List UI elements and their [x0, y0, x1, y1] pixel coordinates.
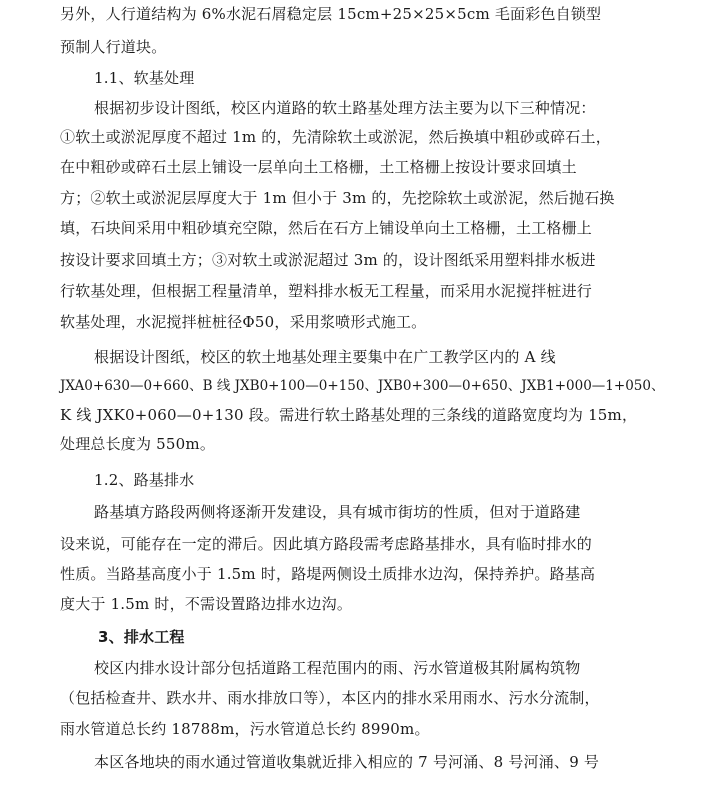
section-heading: 1.2、路基排水	[94, 471, 195, 489]
body-text-line: 根据设计图纸，校区的软土地基处理主要集中在广工教学区内的 A 线	[94, 348, 556, 366]
body-text-line: JXA0+630—0+660、B 线 JXB0+100—0+150、JXB0+300—0+650、JXB1+000—1+050、	[60, 378, 665, 394]
body-text-line: （包括检查井、跌水井、雨水排放口等），本区内的排水采用雨水、污水分流制，	[60, 689, 600, 707]
body-text-line: 处理总长度为 550m。	[60, 435, 216, 453]
section-heading: 1.1、软基处理	[94, 69, 195, 87]
body-text-line: 软基处理，水泥搅拌桩桩径Φ50，采用浆喷形式施工。	[60, 313, 427, 331]
body-text-line: K 线 JXK0+060—0+130 段。需进行软土路基处理的三条线的道路宽度均为 15m，	[60, 406, 638, 424]
body-text-line: 填，石块间采用中粗砂填充空隙，然后在石方上铺设单向土工格栅，土工格栅上	[60, 219, 593, 237]
body-text-line: 路基填方路段两侧将逐渐开发建设，具有城市街坊的性质，但对于道路建	[94, 503, 581, 521]
body-text-line: 行软基处理，但根据工程量清单，塑料排水板无工程量，而采用水泥搅拌桩进行	[60, 282, 593, 300]
body-text-line: 另外，人行道结构为 6%水泥石屑稳定层 15cm+25×25×5cm 毛面彩色自锁型	[60, 5, 602, 23]
body-text-line: ①软土或淤泥厚度不超过 1m 的，先清除软土或淤泥，然后换填中粗砂或碎石土，	[60, 128, 611, 146]
body-text-line: 设来说，可能存在一定的滞后。因此填方路段需考虑路基排水，具有临时排水的	[60, 535, 593, 553]
body-text-line: 预制人行道块。	[60, 38, 167, 56]
body-text-line: 根据初步设计图纸，校区内道路的软土路基处理方法主要为以下三种情况：	[94, 99, 596, 117]
body-text-line: 本区各地块的雨水通过管道收集就近排入相应的 7 号河涌、8 号河涌、9 号	[94, 753, 600, 771]
body-text-line: 度大于 1.5m 时，不需设置路边排水边沟。	[60, 595, 353, 613]
chapter-heading: 3、排水工程	[98, 628, 185, 646]
body-text-line: 在中粗砂或碎石土层上铺设一层单向土工格栅，土工格栅上按设计要求回填土	[60, 158, 577, 176]
body-text-line: 方；②软土或淤泥层厚度大于 1m 但小于 3m 的，先挖除软土或淤泥，然后抛石换	[60, 189, 615, 207]
body-text-line: 校区内排水设计部分包括道路工程范围内的雨、污水管道极其附属构筑物	[94, 659, 581, 677]
body-text-line: 性质。当路基高度小于 1.5m 时，路堤两侧设土质排水边沟，保持养护。路基高	[60, 565, 596, 583]
body-text-line: 按设计要求回填土方；③对软土或淤泥超过 3m 的，设计图纸采用塑料排水板进	[60, 251, 596, 269]
body-text-line: 雨水管道总长约 18788m，污水管道总长约 8990m。	[60, 720, 430, 738]
